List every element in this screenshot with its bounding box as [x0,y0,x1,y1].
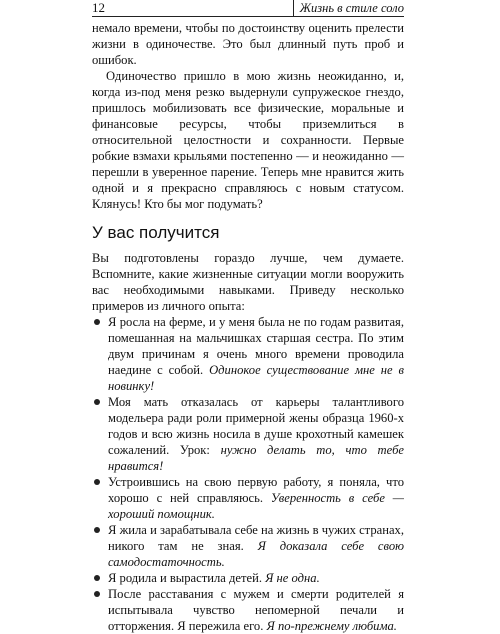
list-item-emphasis: Одинокое существование мне не в новинку! [108,363,404,393]
section-body [92,250,404,634]
running-title: Жизнь в стиле соло [299,1,404,15]
list-item [92,394,404,474]
list-item [92,522,404,570]
list-item-text: Я жила и зарабатывала себе на жизнь в чужих странах, никого там не зная. [108,523,404,553]
list-item [92,314,404,394]
list-item [92,586,404,634]
list-item-text: Я родила и вырастила детей. [108,571,266,585]
list-item-text: Моя мать отказалась от карьеры талантливого модельера ради роли примерной жены образца 1960-х годов и всю жизнь носила в душе крохотный камешек сожалений. Урок: [108,395,404,457]
list-item-emphasis: нужно делать то, что тебе нравится! [108,443,404,473]
section-heading: У вас получится [92,223,220,242]
paragraph: Одиночество пришло в мою жизнь неожиданно, и, когда из-под меня резко выдернули супружеское гнездо, пришлось мобилизовать все физические, моральные и финансовые ресурсы, чтобы приземлиться в относительной целостности и сохранности. Первые робкие взмахи крыльями постепенно — и неожиданно — перешли в уверенное парение. Теперь мне нравится жить одной и я прекрасно справляюсь с новым статусом. Клянусь! Кто бы мог подумать? [92,69,404,211]
running-header [92,0,404,17]
list-item-emphasis: Я доказала себе свою самодостаточность. [108,539,404,569]
bullet-icon [94,591,100,597]
bullet-icon [94,319,100,325]
page-number: 12 [92,0,105,15]
list-item-text: После расставания с мужем и смерти родителей я испытывала чувство непомерной печали и отторжения. Я пережила его. [108,587,404,633]
bullet-icon [94,527,100,533]
list-item-text: Я росла на ферме, и у меня была не по годам развитая, помешанная на мальчишках старшая сестра. По этим двум причинам я очень много времени проводила наедине с собой. [108,315,404,377]
list-item-text: Устроившись на свою первую работу, я поняла, что хорошо с ней справляюсь. [108,475,404,505]
list-item-emphasis: Уверенность в себе — хороший помощник. [108,491,404,521]
paragraph-continued: немало времени, чтобы по достоинству оценить прелести жизни в одиночестве. Это был длинный путь проб и ошибок. [92,21,404,67]
bullet-icon [94,479,100,485]
list-item [92,474,404,522]
list-item-emphasis: Я не одна. [265,571,320,585]
section-intro: Вы подготовлены гораздо лучше, чем думаете. Вспомните, какие жизненные ситуации могли вооружить вас необходимыми навыками. Приведу несколько примеров из личного опыта: [92,251,404,313]
list-item [92,570,404,586]
bullet-icon [94,399,100,405]
list-item-emphasis: Я по-прежнему любима. [266,619,397,633]
body-text [92,20,404,212]
bullet-icon [94,575,100,581]
experience-list [92,314,404,634]
